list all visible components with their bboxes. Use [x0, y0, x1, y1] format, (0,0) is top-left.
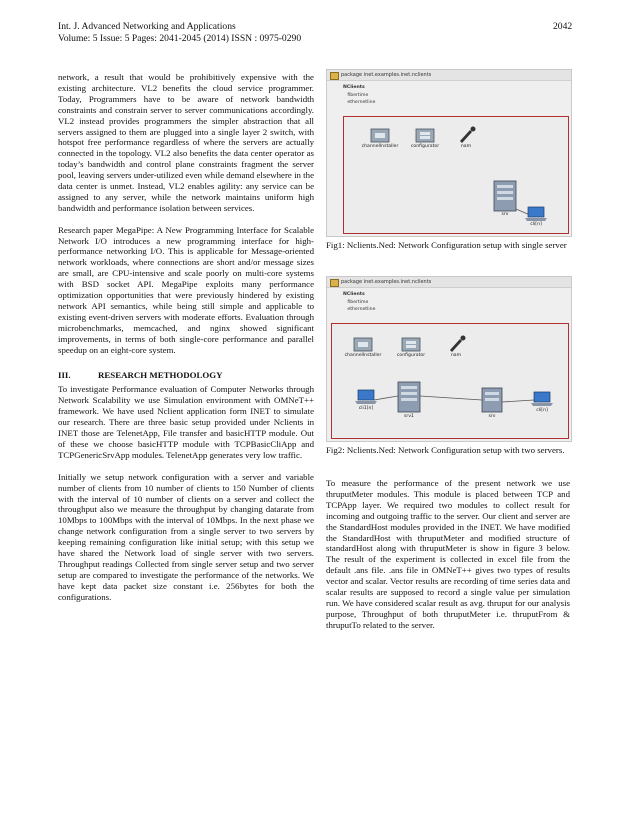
body-paragraph-thruputmeter: To measure the performance of the present network we use thruputMeter modules. This module is placed between TCP and TCPApp layer. We required two modules to collect result for incoming and outgoing traffic to the server. Our client and server are the StandardHost modules provided in the INET. We have modified the StandardHost with thruputMeter and modified structure of standardHost along with thruputMeter is show in figure 3 below. The result of the experiment is collected in excel file from the default .ans file. .ans file in OMNeT++ gives two types of results vector and scalar. Vector results are recording of time series data and scalar results are supposed to record a single value per simulation run. We have considered scalar result as avg. thruput for our analysis purpose, Throughput of both thruputMeter i.e. thruputFrom & thruputTo related to the server. [326, 478, 570, 630]
section-number: III. [58, 369, 71, 380]
package-icon [330, 279, 339, 287]
server-label: srv [488, 414, 496, 419]
running-header-volume: Volume: 5 Issue: 5 Pages: 2041-2045 (2014) ISSN : 0975-0290 [58, 33, 302, 44]
tree-root: NClients [343, 292, 365, 297]
tree-item-label: fibertime [347, 92, 369, 98]
configurator-label: configurator [396, 353, 426, 358]
package-label: package inet.examples.inet.nclients [341, 279, 432, 285]
channel-installer-label: channelInstaller [344, 353, 382, 358]
body-paragraph-setup: Initially we setup network configuration with a server and variable number of clients from 10 number of clients to 150 Number of clients with the interval of 10 number of clients on a server and collect the throughput also we measure the throughput by changing datarate from 10Mbps to 100Mbps with the interval of 10Mbps. In the next phase we change network configuration from a single server to two servers by keeping remaining configuration like initial setup; with this setup we have shared the Network load of single server with two servers. Throughput readings Collected from single server setup and two server setup are compared to investigate the performance of the networks. We have kept data packet size constant i.e. 256bytes for both the configurations. [58, 471, 314, 602]
section-heading [58, 370, 314, 381]
client-label: cli1[n] [358, 406, 374, 411]
channel-installer-icon [371, 129, 389, 142]
left-column [58, 72, 314, 603]
body-paragraph-vl2: network, a result that would be prohibitively expensive with the existing architecture. VL2 benefits the cloud service programmer. Today, Programmers have to be aware of network bandwidth constraints and constrain server to server communications accordingly. VL2 instead provides programmers the simpler abstraction that all servers assigned to them are plugged into a single layer 2 switch, with hotspot free performance regardless of where the servers are actually connected in the topology. VL2 also benefits the data center operator as today’s bandwidth and control plane constraints fragment the server pool, leaving servers under-utilized even while demand elsewhere in the data center is unmet. Instead, VL2 enables agility: any service can be assigned to any server, while the network maintains uniform high bandwidth and performance isolation between services. [58, 72, 314, 213]
client-label: cli[n] [530, 222, 542, 227]
server-label: srv1 [404, 414, 414, 419]
client-laptop-icon [531, 392, 553, 406]
body-paragraph-megapipe: Research paper MegaPipe: A New Programming Interface for Scalable Network I/O introduces a new programming interface for high-performance networking I/O. This is applicable for Message-oriented network workloads, where connections are short and/or message sizes are small, are CPU-intensive and scale poorly on multi-core systems with BSD socket API. MegaPipe exploits many performance optimization opportunities that were previously hindered by existing network API semantics, while being still simple and applicable to existing event-driven servers with moderate efforts. Evaluation through microbenchmarks, memcached, and nginx showed significant improvements, in terms of both single-core performance and parallel speedup on an eight-core system. [58, 224, 314, 355]
tree-item-label: fibertime [347, 299, 369, 305]
configurator-icon [402, 338, 420, 351]
network-canvas [331, 323, 569, 439]
server-label: srv [501, 212, 509, 217]
server-icon [398, 382, 420, 412]
network-canvas [343, 116, 569, 234]
configurator-icon [416, 129, 434, 142]
tree-item [343, 299, 375, 307]
package-bar [327, 70, 571, 81]
client-laptop-icon [525, 207, 547, 221]
nam-icon [450, 336, 466, 353]
package-icon [330, 72, 339, 80]
package-bar [327, 277, 571, 288]
nam-label: nam [450, 353, 462, 358]
client-label: cli[n] [536, 408, 548, 413]
channel-installer-icon [354, 338, 372, 351]
network-diagram [344, 117, 568, 233]
figure-2-caption: Fig2: Nclients.Ned: Network Configuration setup with two servers. [326, 445, 565, 455]
network-diagram [332, 324, 568, 438]
module-tree [343, 291, 375, 314]
package-label: package inet.examples.inet.nclients [341, 72, 432, 78]
client-laptop-icon [355, 390, 377, 404]
body-paragraph-methodology: To investigate Performance evaluation of Computer Networks through Network Scalability we use Simulation environment with OMNeT++ framework. We have used Nclient application form INET to simulate our research. There are three basic setup provided under Nclients in INET those are TelenetApp, File transfer and basicHTTP module. Out of these we choose basicHTTP module with TCPBasicCliApp and TCPGenericSrvApp modules. TelenetApp generates very low traffic. [58, 384, 314, 460]
channel-installer-label: channelInstaller [361, 144, 399, 149]
tree-item [343, 99, 375, 107]
running-header-journal: Int. J. Advanced Networking and Applications [58, 21, 236, 32]
figure-1-caption: Fig1: Nclients.Ned: Network Configuration setup with single server [326, 240, 567, 250]
server-icon [482, 388, 502, 412]
figure-1-screenshot [326, 69, 572, 237]
module-tree [343, 84, 375, 107]
tree-item [343, 92, 375, 100]
tree-item-label: ethernetline [347, 100, 376, 105]
tree-root: NClients [343, 85, 365, 90]
server-icon [494, 181, 516, 211]
figure-2-screenshot [326, 276, 572, 442]
configurator-label: configurator [410, 144, 440, 149]
nam-icon [460, 127, 476, 144]
right-column [326, 478, 570, 631]
tree-item-label: ethernetline [347, 307, 376, 312]
running-header-page-number: 2042 [553, 21, 573, 32]
section-title: RESEARCH METHODOLOGY [98, 369, 223, 380]
tree-item [343, 306, 375, 314]
nam-label: nam [460, 144, 472, 149]
